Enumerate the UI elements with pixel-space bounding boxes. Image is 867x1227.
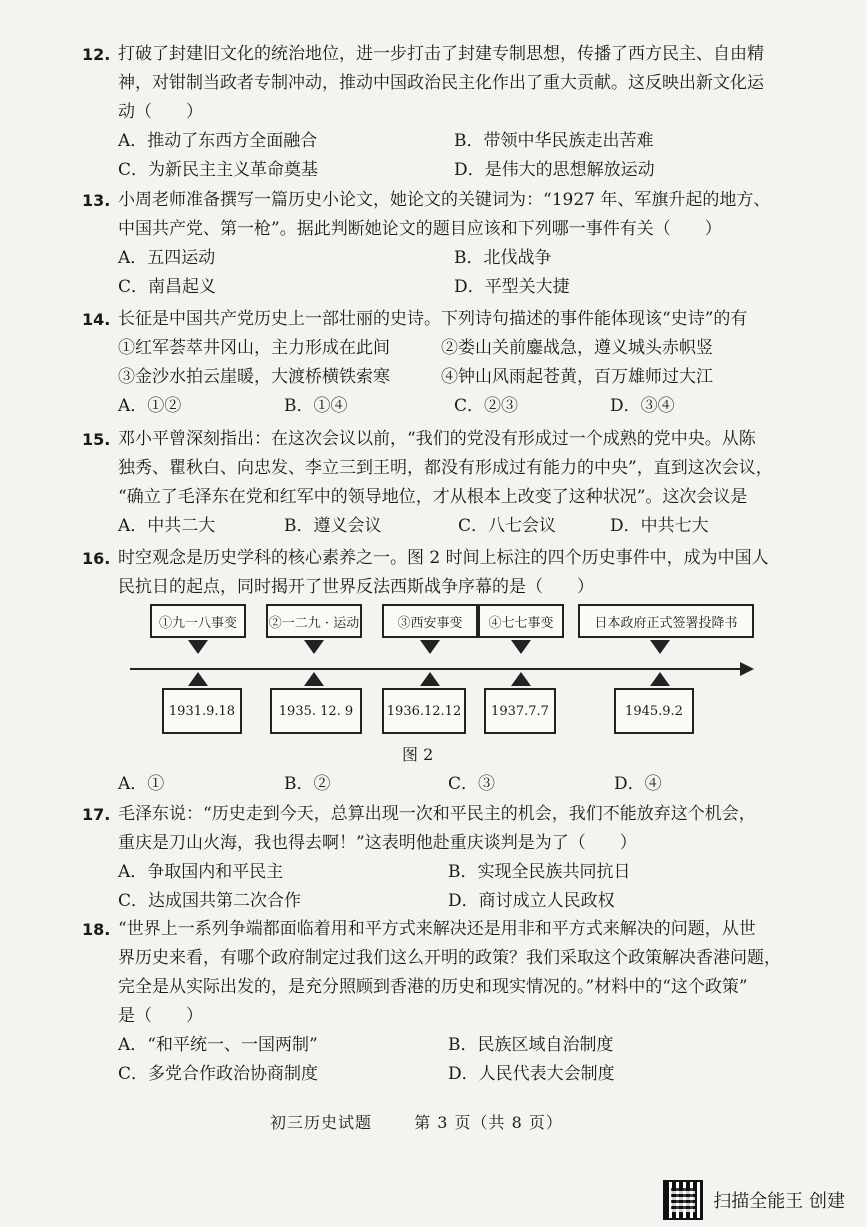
question-number: 17. — [82, 805, 111, 824]
options — [118, 1031, 786, 1089]
up-arrow-icon — [420, 672, 440, 686]
stem-line: 神，对钳制当政者专制冲动，推动中国政治民主化作出了重大贡献。这反映出新文化运 — [118, 73, 764, 93]
stem-line: “确立了毛泽东在党和红军中的领导地位，才从根本上改变了这种状况”。这次会议是 — [118, 487, 748, 507]
down-arrow-icon — [420, 640, 440, 654]
option-b[interactable]: B．带领中华民族走出苦难 — [454, 131, 654, 151]
timeline-event-2: ②一二九 · 运动 — [266, 604, 362, 638]
question-16 — [82, 544, 786, 602]
option-b[interactable]: B．①④ — [284, 396, 348, 416]
timeline-figure — [120, 604, 760, 744]
figure-caption: 图 2 — [402, 745, 434, 764]
question-stem — [118, 186, 786, 244]
timeline-date-1: 1931.9.18 — [162, 688, 242, 734]
option-b[interactable]: B．② — [284, 774, 331, 794]
stem-line: 动（ ） — [118, 102, 203, 122]
option-a[interactable]: A．“和平统一、一国两制” — [118, 1035, 318, 1055]
stem-line: 邓小平曾深刻指出：在这次会议以前，“我们的党没有形成过一个成熟的党中央。从陈 — [118, 429, 756, 449]
option-c[interactable]: C．八七会议 — [458, 516, 557, 536]
question-stem — [118, 305, 786, 392]
question-14 — [82, 305, 786, 421]
option-c[interactable]: C．多党合作政治协商制度 — [118, 1064, 319, 1084]
option-a[interactable]: A．推动了东西方全面融合 — [118, 131, 318, 151]
question-number: 16. — [82, 549, 111, 568]
timeline-axis — [130, 668, 745, 670]
stem-line: 完全是从实际出发的，是充分照顾到香港的历史和现实情况的。”材料中的“这个政策” — [118, 977, 748, 997]
stem-line: 小周老师准备撰写一篇历史小论文，她论文的关键词为：“1927 年、军旗升起的地方、 — [118, 190, 771, 210]
option-c[interactable]: C．②③ — [454, 396, 519, 416]
timeline-event-1: ①九一八事变 — [150, 604, 246, 638]
option-b[interactable]: B．遵义会议 — [284, 516, 382, 536]
qr-code-icon — [663, 1180, 703, 1220]
option-a[interactable]: A．五四运动 — [118, 248, 216, 268]
stem-line: 重庆是刀山火海，我也得去啊！”这表明他赴重庆谈判是为了（ ） — [118, 833, 637, 853]
timeline-date-2: 1935. 12. 9 — [270, 688, 362, 734]
stem-line: 长征是中国共产党历史上一部壮丽的史诗。下列诗句描述的事件能体现该“史诗”的有 — [118, 309, 748, 329]
option-d[interactable]: D．人民代表大会制度 — [448, 1064, 615, 1084]
down-arrow-icon — [188, 640, 208, 654]
options — [118, 858, 786, 916]
option-a[interactable]: A．① — [118, 774, 165, 794]
stem-line: 中国共产党、第一枪”。据此判断她论文的题目应该和下列哪一事件有关（ ） — [118, 219, 722, 239]
timeline-event-5: 日本政府正式签署投降书 — [578, 604, 754, 638]
options — [118, 244, 786, 302]
up-arrow-icon — [304, 672, 324, 686]
option-d[interactable]: D．商讨成立人民政权 — [448, 891, 615, 911]
question-stem — [118, 40, 786, 127]
question-12 — [82, 40, 786, 185]
timeline-event-3: ③西安事变 — [382, 604, 478, 638]
option-d[interactable]: D．中共七大 — [610, 516, 709, 536]
question-number: 18. — [82, 920, 111, 939]
down-arrow-icon — [511, 640, 531, 654]
up-arrow-icon — [188, 672, 208, 686]
up-arrow-icon — [511, 672, 531, 686]
option-d[interactable]: D．③④ — [610, 396, 675, 416]
option-b[interactable]: B．实现全民族共同抗日 — [448, 862, 631, 882]
option-c[interactable]: C．达成国共第二次合作 — [118, 891, 302, 911]
option-a[interactable]: A．争取国内和平民主 — [118, 862, 284, 882]
stem-line: 独秀、瞿秋白、向忠发、李立三到王明，都没有形成过有能力的中央”，直到这次会议， — [118, 458, 773, 478]
up-arrow-icon — [650, 672, 670, 686]
watermark-text: 扫描全能王 创建 — [713, 1191, 845, 1212]
timeline-event-4: ④七七事变 — [478, 604, 564, 638]
timeline-date-4: 1937.7.7 — [484, 688, 556, 734]
stem-line: ③金沙水拍云崖暖，大渡桥横铁索寒 ④钟山风雨起苍黄，百万雄师过大江 — [118, 367, 713, 387]
options — [118, 127, 786, 185]
exam-title: 初三历史试题 — [270, 1113, 373, 1132]
option-b[interactable]: B．北伐战争 — [454, 248, 552, 268]
stem-line: 打破了封建旧文化的统治地位，进一步打击了封建专制思想，传播了西方民主、自由精 — [118, 44, 764, 64]
options — [118, 512, 786, 541]
question-number: 13. — [82, 191, 111, 210]
page-number: 第 3 页（共 8 页） — [414, 1113, 563, 1132]
axis-arrow-icon — [740, 662, 754, 676]
option-d[interactable]: D．④ — [614, 774, 662, 794]
question-stem — [118, 425, 786, 512]
option-d[interactable]: D．平型关大捷 — [454, 277, 570, 297]
question-number: 12. — [82, 45, 111, 64]
option-c[interactable]: C．南昌起义 — [118, 277, 217, 297]
question-number: 15. — [82, 430, 111, 449]
option-c[interactable]: C．为新民主主义革命奠基 — [118, 160, 319, 180]
question-16-options — [86, 770, 786, 799]
option-b[interactable]: B．民族区域自治制度 — [448, 1035, 614, 1055]
question-stem — [118, 800, 786, 858]
stem-line: 时空观念是历史学科的核心素养之一。图 2 时间上标注的四个历史事件中，成为中国人 — [118, 548, 769, 568]
option-a[interactable]: A．中共二大 — [118, 516, 216, 536]
question-stem — [118, 544, 786, 602]
stem-line: ①红军荟萃井冈山，主力形成在此间 ②娄山关前鏖战急，遵义城头赤帜竖 — [118, 338, 713, 358]
stem-line: 是（ ） — [118, 1006, 203, 1026]
options — [118, 770, 786, 799]
option-c[interactable]: C．③ — [448, 774, 496, 794]
timeline-date-5: 1945.9.2 — [614, 688, 694, 734]
question-17 — [82, 800, 786, 916]
option-a[interactable]: A．①② — [118, 396, 182, 416]
question-13 — [82, 186, 786, 302]
question-15 — [82, 425, 786, 541]
scanner-watermark — [663, 1180, 845, 1220]
question-stem — [118, 915, 786, 1031]
option-d[interactable]: D．是伟大的思想解放运动 — [454, 160, 655, 180]
down-arrow-icon — [304, 640, 324, 654]
page-footer — [270, 1110, 563, 1133]
options — [118, 392, 786, 421]
timeline-date-3: 1936.12.12 — [382, 688, 466, 734]
stem-line: 民抗日的起点，同时揭开了世界反法西斯战争序幕的是（ ） — [118, 577, 594, 597]
stem-line: “世界上一系列争端都面临着用和平方式来解决还是用非和平方式来解决的问题，从世 — [118, 919, 756, 939]
stem-line: 界历史来看，有哪个政府制定过我们这么开明的政策？我们采取这个政策解决香港问题， — [118, 948, 781, 968]
stem-line: 毛泽东说：“历史走到今天，总算出现一次和平民主的机会，我们不能放弃这个机会， — [118, 804, 756, 824]
down-arrow-icon — [650, 640, 670, 654]
question-18 — [82, 915, 786, 1089]
question-number: 14. — [82, 310, 111, 329]
